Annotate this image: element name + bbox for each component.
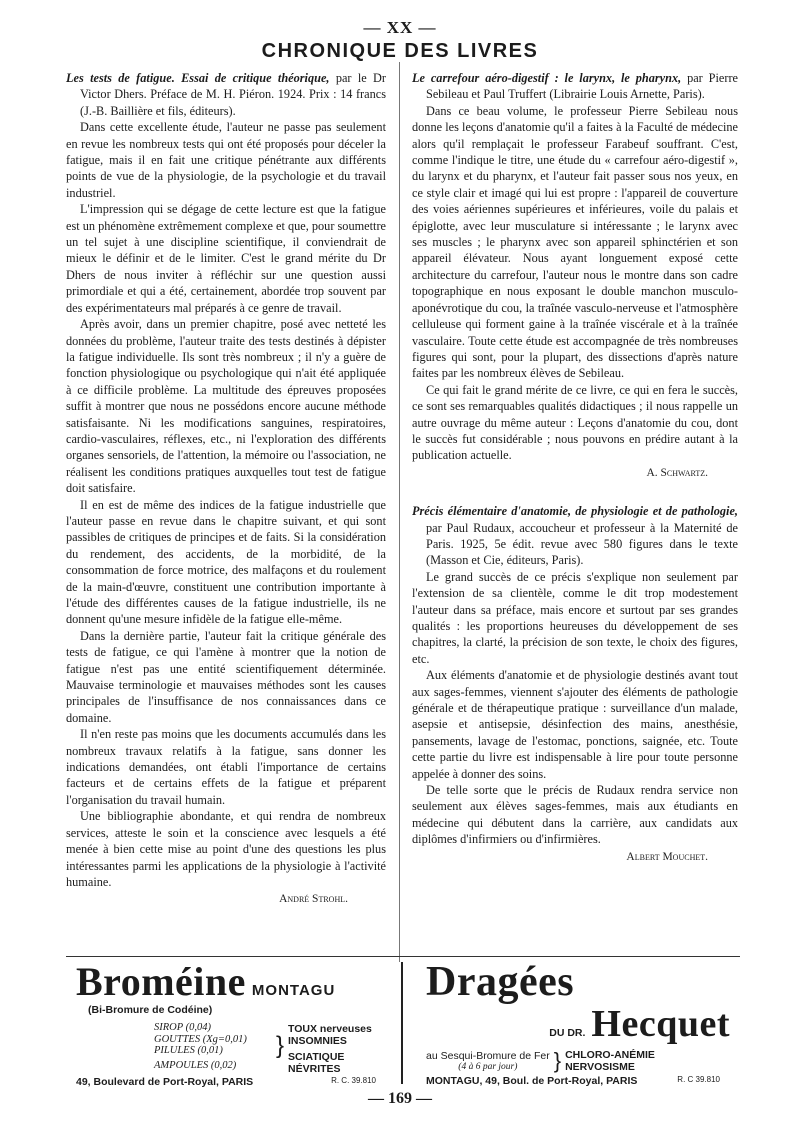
dragees-indications: CHLORO-ANÉMIE NERVOSISME <box>565 1049 655 1073</box>
review-paragraph: Dans cette excellente étude, l'auteur ne passe pas seulement en revue les nombreux tests qui ont été proposés pour déceler la fatigue, mais il en fait une critique pénétrante aux différents points de vue de la physiologie, de la psychologie et du travail industriel. <box>66 120 386 200</box>
dragees-composition: au Sesqui-Bromure de Fer <box>426 1050 550 1062</box>
review-heading: Les tests de fatigue. Essai de critique théorique, par le Dr Victor Dhers. Préface de M. H. Piéron. 1924. Prix : 14 francs (J.-B. Baillière et fils, éditeurs). <box>66 71 387 118</box>
dragees-brand: Dragées <box>426 959 575 1005</box>
dragees-address: MONTAGU, 49, Boul. de Port-Royal, PARIS <box>426 1075 638 1087</box>
review-paragraph: Le grand succès de ce précis s'explique non seulement par l'extension de sa clientèle, comme le dit trop modestement l'auteur dans sa préface, mais encore et surtout par ses grandes qualités : les proportions heureuses du développement de ses chapitres, la clarté, la précision de son texte, le choix des figures, etc. <box>412 569 738 666</box>
dragees-name: Hecquet <box>591 1003 730 1045</box>
review-paragraph: Ce qui fait le grand mérite de ce livre, ce qui en fera le succès, ce sont ses remarquables qualités didactiques ; il nous rappelle un autre ouvrage du même auteur : Leçons d'anatomie du cou, dont le succès fut considérable ; nous pouvons en prédire autant à la publication actuelle. <box>412 382 738 463</box>
bromeine-rc: R. C. 39.810 <box>331 1076 376 1085</box>
bromeine-subtitle: (Bi-Bromure de Codéine) <box>88 1004 213 1016</box>
dragees-ad <box>412 959 740 1090</box>
review-paragraph: Aux éléments d'anatomie et de physiologie destinés avant tout aux sages-femmes, viennent s'ajouter des éléments de pathologie générale et de thérapeutique pratique : surveillance d'un malade, asepsie et antisepsie, désinfection des mains, anesthésie, pansements, lavage de l'estomac, ponctions, saignée, etc. Toute cette partie du livre est indispensable à lire pour toute personne appelée à donner des soins. <box>412 668 738 781</box>
review-paragraph: Une bibliographie abondante, et qui rendra de nombreux services, atteste le soin et la conscience avec lesquels a été menée à bien cette mise au point d'une des questions les plus intéressantes parmi les applications de la physiologie à l'activité humaine. <box>66 809 386 889</box>
review-paragraph: Dans la dernière partie, l'auteur fait la critique générale des tests de fatigue, ce qui l'amène à montrer que la notion de fatigue n'est pas une entité scientifiquement déterminée. Mauvaise terminologie et mauvaises méthodes sont les causes principales de l'insuffisance de nos connaissances dans ce domaine. <box>66 628 386 725</box>
ads-divider <box>401 962 403 1084</box>
brace-icon: } <box>553 1048 562 1073</box>
review-signature: André Strohl. <box>279 893 348 906</box>
bromeine-maker: MONTAGU <box>251 982 336 999</box>
review-paragraph: De telle sorte que le précis de Rudaux rendra service non seulement aux élèves sages-femmes, mais aux étudiants en médecine qui débutent dans la carrière, aux candidats aux diplômes d'infirmiers ou d'infirmières. <box>412 783 738 847</box>
column-divider <box>399 62 400 962</box>
bromeine-ad <box>66 959 396 1090</box>
review-spacer <box>412 481 738 503</box>
bromeine-indications: TOUX nerveuses INSOMNIES SCIATIQUE NÉVRITES <box>288 1023 372 1075</box>
review-signature: Albert Mouchet. <box>626 850 708 863</box>
roman-page-number: — XX — <box>363 18 437 37</box>
page-number: — 169 — <box>368 1090 432 1107</box>
dragees-rc: R. C 39.810 <box>677 1075 720 1084</box>
bromeine-brand: Broméine <box>76 959 246 1004</box>
left-column <box>66 70 386 908</box>
review-heading: Le carrefour aéro-digestif : le larynx, le pharynx, par Pierre Sebileau et Paul Truffert (Librairie Louis Arnette, Paris). <box>412 71 739 102</box>
bromeine-forms: SIROP (0,04) GOUTTES (Xg=0,01) PILULES (0,01) AMPOULES (0,02) <box>154 1022 247 1071</box>
review-paragraph: Après avoir, dans un premier chapitre, posé avec netteté les données du problème, l'auteur traite des tests destinés à dépister la fatigue individuelle. Ils sont très nombreux ; il n'y a guère de fonction physiologique ou psychologique qui n'ait été appliquée à ce difficile problème. La multitude des épreuves proposées suffit à montrer que nous ne possédons encore aucune méthode satisfaisante. Ni les modifications sanguines, respiratoires, cardio-vasculaires, réflexes, etc., ni l'exploration des différents organes sensoriels, de l'attention, la mémoire ou l'association, ne réalisent les conditions pratiques auxquelles tout test de fatigue doit satisfaire. <box>66 317 386 496</box>
review-paragraph: Dans ce beau volume, le professeur Pierre Sebileau nous donne les leçons d'anatomie qu'il a faites à la Faculté de médecine alors qu'il remplaçait le professeur Farabeuf souffrant. C'est, comme l'indique le titre, une étude du « carrefour aéro-digestif », du larynx et du pharynx, et l'auteur fait passer sous nos yeux, en ce style clair et imagé qui lui est propre : l'appareil de couverture des voies aériennes supérieures et inférieures, voile du palais et épiglotte, avec leur musculature si intéressante ; le larynx avec ses muscles ; le pharynx avec son appareil sphinctérien et son appareil élévateur. Nous ayant longuement exposé cette architecture du carrefour, l'auteur nous le montre dans son cadre topographique en nous exposant le double manchon musculo-aponévrotique du cou, la traînée vasculo-nerveuse et l'atmosphère celluleuse qui forment gaine à la traînée viscérale et à la traînée vasculaire. Toute cette étude est accompagnée de très nombreuses figures qui sont, pour la plupart, des dissections d'après nature faites par les nombreux élèves de Sebileau. <box>412 103 738 381</box>
review-paragraph: Il n'en reste pas moins que les documents accumulés dans les nombreux travaux relatifs à la fatigue, sans donner les indications demandées, ont établi l'importance de certains facteurs et de certains effets de la fatigue et préparent l'organisation du travail humain. <box>66 727 386 807</box>
dragees-du-dr: DU DR. <box>549 1027 586 1039</box>
ads-rule <box>66 956 740 957</box>
brace-icon: } <box>276 1032 285 1059</box>
dragees-dose: (4 à 6 par jour) <box>458 1062 518 1072</box>
section-title: CHRONIQUE DES LIVRES <box>261 40 539 62</box>
review-paragraph: Il en est de même des indices de la fatigue industrielle que l'auteur passe en revue dans le chapitre suivant, et qui sont passibles de critiques de principes et de faits. Si la considération du rendement, des accidents, de la morbidité, de la consommation de force motrice, des malfaçons et du roulement de la main-d'œuvre, constituent une contribution importante à l'étude des différentes causes de la fatigue industrielle, ils ne donnent qu'une mesure infidèle de la fatigue elle-même. <box>66 497 386 627</box>
right-column <box>412 70 738 865</box>
bromeine-address: 49, Boulevard de Port-Royal, PARIS <box>76 1076 254 1088</box>
review-paragraph: L'impression qui se dégage de cette lecture est que la fatigue est un phénomène extrêmement complexe et que, pour soumettre un tel sujet à une discipline scientifique, il conviendrait de mieux le définir et de le limiter. C'est le grand mérite du Dr Dhers de nous inviter à réfléchir sur une question aussi primordiale et qui a été, certainement, abordée trop souvent par des expérimentateurs mal préparés à ce genre de travail. <box>66 202 386 315</box>
review-signature: A. Schwartz. <box>646 466 708 479</box>
review-heading: Précis élémentaire d'anatomie, de physiologie et de pathologie, par Paul Rudaux, accoucheur et professeur à la Maternité de Paris. 1925, 5e édit. revue avec 580 figures dans le texte (Masson et Cie, éditeurs, Paris). <box>412 504 738 568</box>
